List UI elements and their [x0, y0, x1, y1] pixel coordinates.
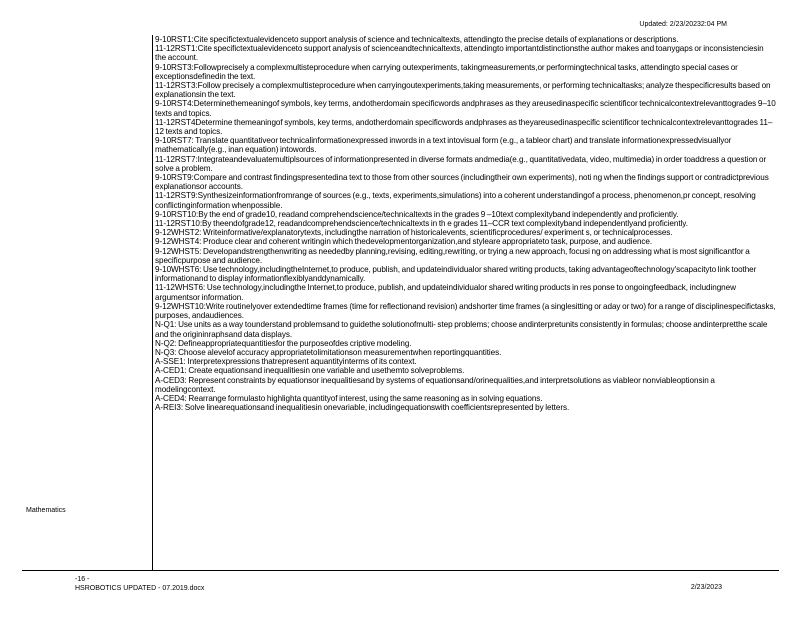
standard-item: 9-10RST7: Translate quantitativeor technicalinformationexpressed inwords in a text intovisual form (e.g., a tableor chart) and translate informationexpressedvisuallyor mathematically(e.g., inan equation) intowords.	[155, 136, 732, 155]
standard-item: N-Q1: Use units as a way tounderstand problemsand to guidethe solutionofmulti- step problems; choose andinterpretunits consistently in formulas; choose andinterpretthe scale and the origininraphsand data displays.	[155, 320, 768, 339]
subject-column	[22, 35, 152, 570]
standard-item: A-CED4: Rearrange formulasto highlighta quantityof interest, using the same reasoning as in solving equations.	[155, 393, 543, 403]
standard-item: 11-12WHST6: Use technology,includingthe Internet,to produce, publish, and updateindividualor shared writing products in res ponse to ongoingfeedback, includingnew argumentsor information.	[155, 283, 736, 302]
standards-list	[155, 35, 776, 412]
standard-item: 11-12RST3:Follow precisely a complexmultisteprocedure when carryingoutexperiments,taking measurements, or performing technicaltasks; analyze thespecificresults based on explanationsin the text.	[155, 81, 771, 100]
standard-item: A-SSE1: Interpretexpressions thatrepresent aquantityinterms of its context.	[155, 357, 417, 367]
standards-table	[22, 35, 779, 570]
standard-item: 9-12WHST4: Produce clear and coherent writingin which thedevelopmentorganization,and styleare appropriateto task, purpose, and audience.	[155, 237, 653, 247]
standard-item: N-Q2: Defineappropriatequantitiesfor the purposeofdes criptive modeling.	[155, 338, 412, 348]
standard-item: A-CED3: Represent constraints by equationsor inequalitiesand by systems of equationsand/orinequalities,and interpretsolutions as viableor nonviableoptionsin a modelingcontext.	[155, 375, 715, 394]
standard-item: 11-12RST9:Synthesizeinformationfromrange of sources (e.g., texts, experiments,simulations) into a coherent understandingof a process, phenomenon,pr concept, resolving conflictinginformation whenpossible.	[155, 191, 756, 210]
standard-item: 9-12WHST10:Write routinelyover extendedtime frames (time for reflectionand revision) andshorter time frames (a singlesitting or aday or two) for a range of disciplinespecifictasks, purposes, andaudiences.	[155, 301, 776, 321]
standard-item: 9-12WHST2: Writeinformative/explanatorytexts, includingthe narration of historicalevents, scientificprocedures/ experiment s, or technicalprocesses.	[155, 228, 673, 238]
standard-item: 11-12RST4Determine themeaningof symbols, key terms, andotherdomain specificwords andphrases as theyareusedinaspecific scientificor technicalcontextrelevanttogrades 11–12 texts and topics.	[155, 117, 773, 137]
standard-item: 9-10RST1:Cite specifictextualevidenceto support analysis of science and technicaltexts, attendingto the precise details of explanations or descriptions.	[155, 35, 679, 44]
standard-item: 9-10RST9:Compare and contrast findingspresentedina text to those from other sources (includingtheir own experiments), noti ng when the findings support or contradictprevious explanationsor accounts.	[155, 173, 769, 192]
table-bottom-rule	[22, 570, 779, 571]
standard-item: 9-12WHST5: Developandstrengthenwriting as neededby planning,revising, editing,rewriting, or trying a new approach, focusi ng on addressing what is most significantfor a specificpurpose and audience.	[155, 246, 750, 265]
standard-item: 11-12RST7:Integrateandevaluatemultiplsources of informationpresented in diverse formats andmedia(e.g., quantitativedata, video, multimedia) in order toaddress a question or solve a problem.	[155, 154, 767, 173]
page-footer	[75, 575, 204, 593]
column-divider	[152, 35, 153, 570]
subject-label: Mathematics	[26, 507, 66, 514]
footer-date: 2/23/2023	[690, 584, 722, 591]
standard-item: 9-10RST10:By the end of grade10, readand comprehendscience/technicaltexts in the grades 9 –10text complexityband independently and proficiently.	[155, 209, 679, 219]
standard-item: A-REI3: Solve linearequationsand inequalitiesin onevariable, includingequationswith coefficientsrepresented by letters.	[155, 403, 570, 413]
standard-item: 9-10WHST6: Use technology,includingtheInternet,to produce, publish, and updateindividualor shared writing products, taking advantageoftechnology'scapacityto link toother informationand to display informationflexiblyanddynamically.	[155, 265, 757, 284]
standard-item: 9-10RST3:Followprecisely a complexmultisteprocedure when carrying outexperiments, takingmeasurements,or performingtechnical tasks, attendingto special cases or exceptionsdefinedin the text.	[155, 62, 738, 81]
standard-item: 11-12RST10:By theendofgrade12, readandcomprehendscience/technicaltexts in th e grades 11–CCR text complexityband independentlyand proficiently.	[155, 219, 688, 229]
standard-item: A-CED1: Create equationsand inequalitiesin one variable and usethemto solveproblems.	[155, 366, 465, 376]
updated-timestamp: Updated: 2/23/20232:04 PM	[639, 21, 727, 28]
standard-item: N-Q3: Choose alevelof accuracy appropriatetolimitationson measurementwhen reportingquantities.	[155, 347, 502, 357]
page-number: -16 -	[75, 576, 90, 583]
standard-item: 11-12RST1:Cite specifictextualevidenceto support analysis of scienceandtechnicaltexts, attendingto importantdistinctionsthe author makes and toanygaps or inconsistenciesin the account.	[155, 44, 764, 63]
standard-item: 9-10RST4:Determinethemeaningof symbols, key terms, andotherdomain specificwords andphrases as they areusedinaspecific scientificor technicalcontextrelevanttogrades 9–10 texts and topics.	[155, 99, 776, 118]
document-name: HSROBOTICS UPDATED - 07.2019.docx	[75, 585, 205, 592]
